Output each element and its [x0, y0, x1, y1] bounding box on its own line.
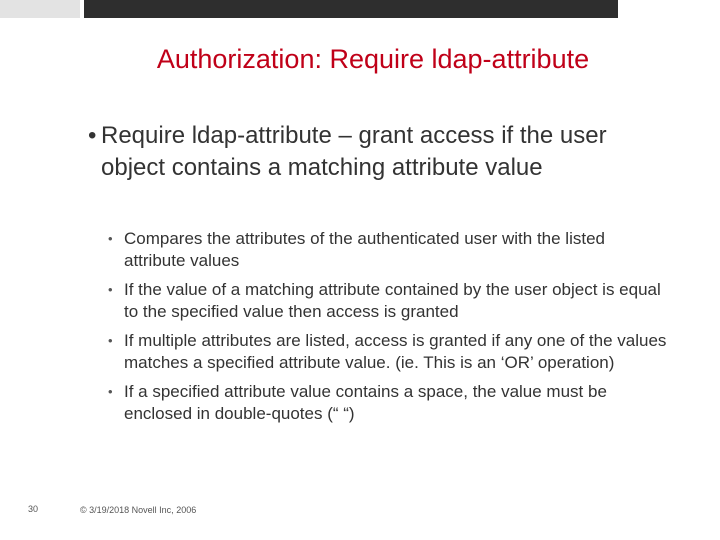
- bullet-icon: •: [108, 333, 113, 348]
- sub-bullet-text: Compares the attributes of the authenticated user with the listed attribute values: [124, 229, 605, 270]
- bullet-icon: •: [108, 384, 113, 399]
- bullet-icon: •: [88, 122, 97, 149]
- bullet-icon: •: [108, 231, 113, 246]
- sub-bullet-text: If multiple attributes are listed, access is granted if any one of the values matches a specified attribute value. (ie. This is an ‘OR’ operation): [124, 331, 667, 372]
- slide-title: Authorization: Require ldap-attribute: [156, 44, 590, 74]
- sub-bullet: [108, 279, 668, 323]
- sub-bullet-list: [108, 228, 668, 432]
- sub-bullet: [108, 228, 668, 272]
- sub-bullet: [108, 381, 668, 425]
- main-bullet: [88, 120, 658, 184]
- sub-bullet-text: If a specified attribute value contains a space, the value must be enclosed in double-quotes (“ “): [124, 382, 607, 423]
- main-bullet-text: Require ldap-attribute – grant access if the user object contains a matching attribute value: [101, 122, 607, 181]
- top-bar-left: [0, 0, 80, 18]
- page-number: 30: [28, 504, 39, 514]
- copyright-notice: © 3/19/2018 Novell Inc, 2006: [80, 505, 197, 515]
- sub-bullet-text: If the value of a matching attribute contained by the user object is equal to the specified value then access is granted: [124, 280, 661, 321]
- sub-bullet: [108, 330, 668, 374]
- top-bar-right: [84, 0, 618, 18]
- bullet-icon: •: [108, 282, 113, 297]
